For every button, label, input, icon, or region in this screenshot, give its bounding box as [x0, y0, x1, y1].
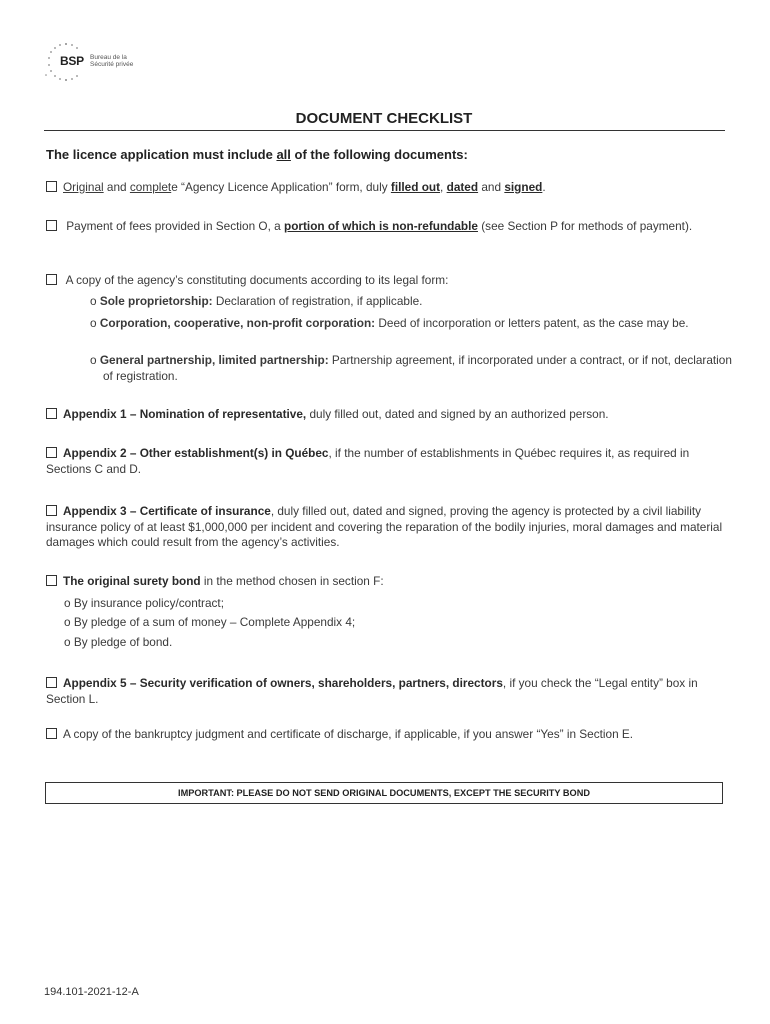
logo-name: [90, 54, 150, 68]
checklist-item-payment: Payment of fees provided in Section O, a portion of which is non-refundable (see Section P for methods of payment).: [46, 219, 726, 235]
checklist-item-appendix-1: Appendix 1 – Nomination of representative, duly filled out, dated and signed by an authorized person.: [46, 407, 726, 423]
sub-item-partnership: o General partnership, limited partnership: Partnership agreement, if incorporated under a contract, or if not, declaration of registration.: [90, 353, 732, 383]
checklist-item-appendix-3: Appendix 3 – Certificate of insurance, duly filled out, dated and signed, proving the agency is protected by a civil liability insurance policy of at least $1,000,000 per incident and covering the reparation of the bodily injuries, moral damages and material damages which could result from the agency’s activities.: [46, 504, 723, 549]
important-notice: IMPORTANT: PLEASE DO NOT SEND ORIGINAL DOCUMENTS, EXCEPT THE SECURITY BOND: [45, 782, 723, 804]
checklist-item-appendix-5: Appendix 5 – Security verification of owners, shareholders, partners, directors, if you check the “Legal entity” box in Section L.: [46, 676, 698, 706]
page-title: DOCUMENT CHECKLIST: [295, 110, 473, 127]
checklist-item-constituting-documents: A copy of the agency’s constituting documents according to its legal form:: [46, 273, 726, 289]
checkbox-appendix-5[interactable]: [46, 677, 57, 688]
checkbox-constituting-documents[interactable]: [46, 274, 57, 285]
form-number: 194.101-2021-12-A: [44, 986, 139, 998]
checklist-item-appendix-2: Appendix 2 – Other establishment(s) in Québec, if the number of establishments in Québec requires it, as required in Sections C and D.: [46, 446, 690, 476]
checkbox-payment[interactable]: [46, 220, 57, 231]
sub-item-pledge-money: o By pledge of a sum of money – Complete Appendix 4;: [64, 615, 356, 629]
checklist-item-application-form: Original and complete “Agency Licence Application” form, duly filled out, dated and signed.: [46, 180, 726, 196]
sub-item-corporation: o Corporation, cooperative, non-profit corporation: Deed of incorporation or letters patent, as the case may be.: [90, 316, 689, 330]
checkbox-application-form[interactable]: [46, 181, 57, 192]
logo-abbreviation: BSP: [60, 54, 84, 68]
title-divider: [44, 130, 725, 131]
checkbox-surety-bond[interactable]: [46, 575, 57, 586]
checkbox-appendix-3[interactable]: [46, 505, 57, 516]
checkbox-appendix-2[interactable]: [46, 447, 57, 458]
checklist-item-surety-bond: The original surety bond in the method chosen in section F:: [46, 574, 726, 590]
logo-name-line2: Sécurité privée: [90, 61, 134, 68]
checklist-item-bankruptcy: A copy of the bankruptcy judgment and certificate of discharge, if applicable, if you answer “Yes” in Section E.: [46, 727, 726, 743]
checkbox-appendix-1[interactable]: [46, 408, 57, 419]
logo-name-line1: Bureau de la: [90, 54, 127, 61]
sub-item-insurance-policy: o By insurance policy/contract;: [64, 596, 224, 610]
checkbox-bankruptcy[interactable]: [46, 728, 57, 739]
sub-item-sole-proprietorship: o Sole proprietorship: Declaration of registration, if applicable.: [90, 294, 423, 308]
bsp-logo: [44, 40, 154, 84]
sub-item-pledge-bond: o By pledge of bond.: [64, 635, 173, 649]
intro-text: The licence application must include all of the following documents:: [46, 147, 468, 162]
